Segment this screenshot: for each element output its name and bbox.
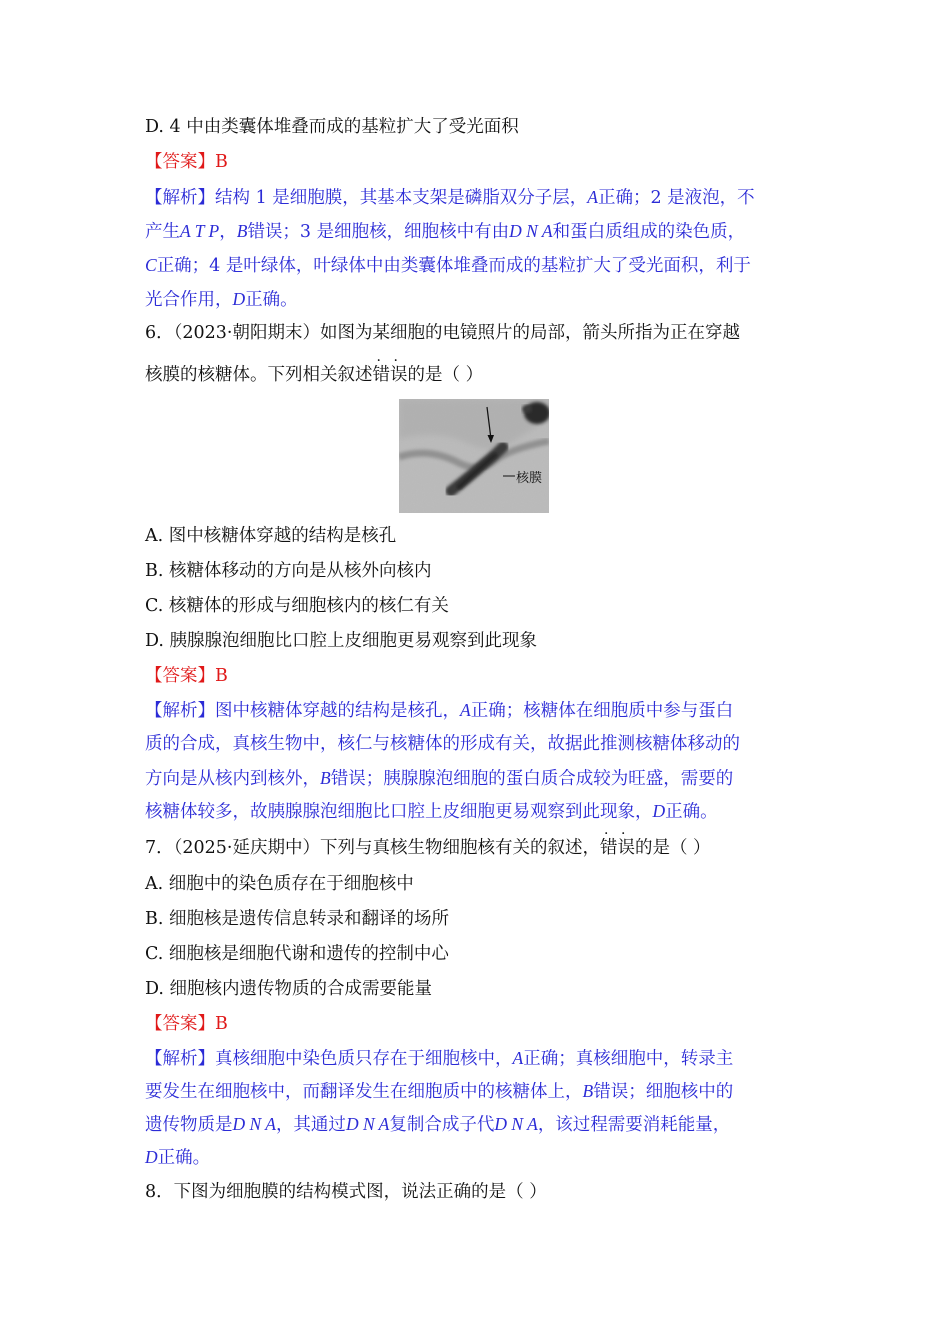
- emphasis-dots: 错误 · ·: [599, 826, 635, 858]
- electron-micrograph-image: [399, 399, 549, 513]
- answer-value: B: [215, 152, 228, 172]
- analysis-label: 【解析】: [145, 188, 215, 208]
- answer-value: B: [215, 1014, 228, 1034]
- q5-analysis-line-1: 【解析】结构 1 是细胞膜，其基本支架是磷脂双分子层，A正确；2 是液泡，不: [145, 187, 755, 208]
- q6-stem-line-2: 核膜的核糖体。下列相关叙述错误 · · 的是（ ）: [145, 353, 484, 385]
- q6-analysis-line-2: 质的合成，真核生物中，核仁与核糖体的形成有关，故据此推测核糖体移动的: [145, 734, 740, 754]
- q7-answer: [145, 1013, 228, 1035]
- q5-analysis-line-4: 光合作用，D正确。: [145, 289, 298, 310]
- q7-analysis-line-4: D正确。: [145, 1147, 211, 1168]
- q8-stem: 8．下图为细胞膜的结构模式图，说法正确的是（ ）: [145, 1182, 547, 1202]
- q7-option-a: A. 细胞中的染色质存在于细胞核中: [145, 874, 414, 894]
- q7-analysis-line-2: 要发生在细胞核中，而翻译发生在细胞质中的核糖体上，B错误；细胞核中的: [145, 1081, 734, 1102]
- q5-option-d: D. 4 中由类囊体堆叠而成的基粒扩大了受光面积: [145, 117, 519, 137]
- q7-stem: 7．（2025·延庆期中）下列与真核生物细胞核有关的叙述，错误 · · 的是（ ）: [145, 826, 711, 858]
- answer-value: B: [215, 666, 228, 686]
- q6-analysis-line-1: 【解析】图中核糖体穿越的结构是核孔，A正确；核糖体在细胞质中参与蛋白: [145, 700, 734, 721]
- analysis-label: 【解析】: [145, 1049, 215, 1069]
- answer-label: 【答案】: [145, 152, 215, 172]
- q5-analysis-line-3: C正确；4 是叶绿体，叶绿体中由类囊体堆叠而成的基粒扩大了受光面积，利于: [145, 255, 751, 276]
- q6-answer: [145, 665, 228, 687]
- answer-label: 【答案】: [145, 1014, 215, 1034]
- analysis-label: 【解析】: [145, 701, 215, 721]
- answer-label: 【答案】: [145, 666, 215, 686]
- q6-analysis-line-3: 方向是从核内到核外，B错误；胰腺腺泡细胞的蛋白质合成较为旺盛，需要的: [145, 768, 734, 789]
- q7-option-d: D. 细胞核内遗传物质的合成需要能量: [145, 979, 433, 999]
- nuclear-membrane-label: 核膜: [516, 471, 543, 486]
- q6-option-b: B. 核糖体移动的方向是从核外向核内: [145, 561, 432, 581]
- q7-analysis-line-3: 遗传物质是D N A，其通过D N A复制合成子代D N A，该过程需要消耗能量，: [145, 1114, 731, 1135]
- emphasis-dots: 错误 · ·: [372, 353, 408, 385]
- q6-option-d: D. 胰腺腺泡细胞比口腔上皮细胞更易观察到此现象: [145, 631, 538, 651]
- q6-analysis-line-4: 核糖体较多，故胰腺腺泡细胞比口腔上皮细胞更易观察到此现象，D正确。: [145, 801, 718, 822]
- q7-option-b: B. 细胞核是遗传信息转录和翻译的场所: [145, 909, 449, 929]
- q5-analysis-line-2: 产生A T P，B错误；3 是细胞核，细胞核中有由D N A和蛋白质组成的染色质，: [145, 221, 746, 242]
- q7-analysis-line-1: 【解析】真核细胞中染色质只存在于细胞核中，A正确；真核细胞中，转录主: [145, 1048, 734, 1069]
- q6-option-c: C. 核糖体的形成与细胞核内的核仁有关: [145, 596, 449, 616]
- q7-option-c: C. 细胞核是细胞代谢和遗传的控制中心: [145, 944, 449, 964]
- q6-option-a: A. 图中核糖体穿越的结构是核孔: [145, 526, 397, 546]
- q5-answer: [145, 151, 228, 173]
- q6-stem-line-1: 6．（2023·朝阳期末）如图为某细胞的电镜照片的局部，箭头所指为正在穿越: [145, 323, 740, 343]
